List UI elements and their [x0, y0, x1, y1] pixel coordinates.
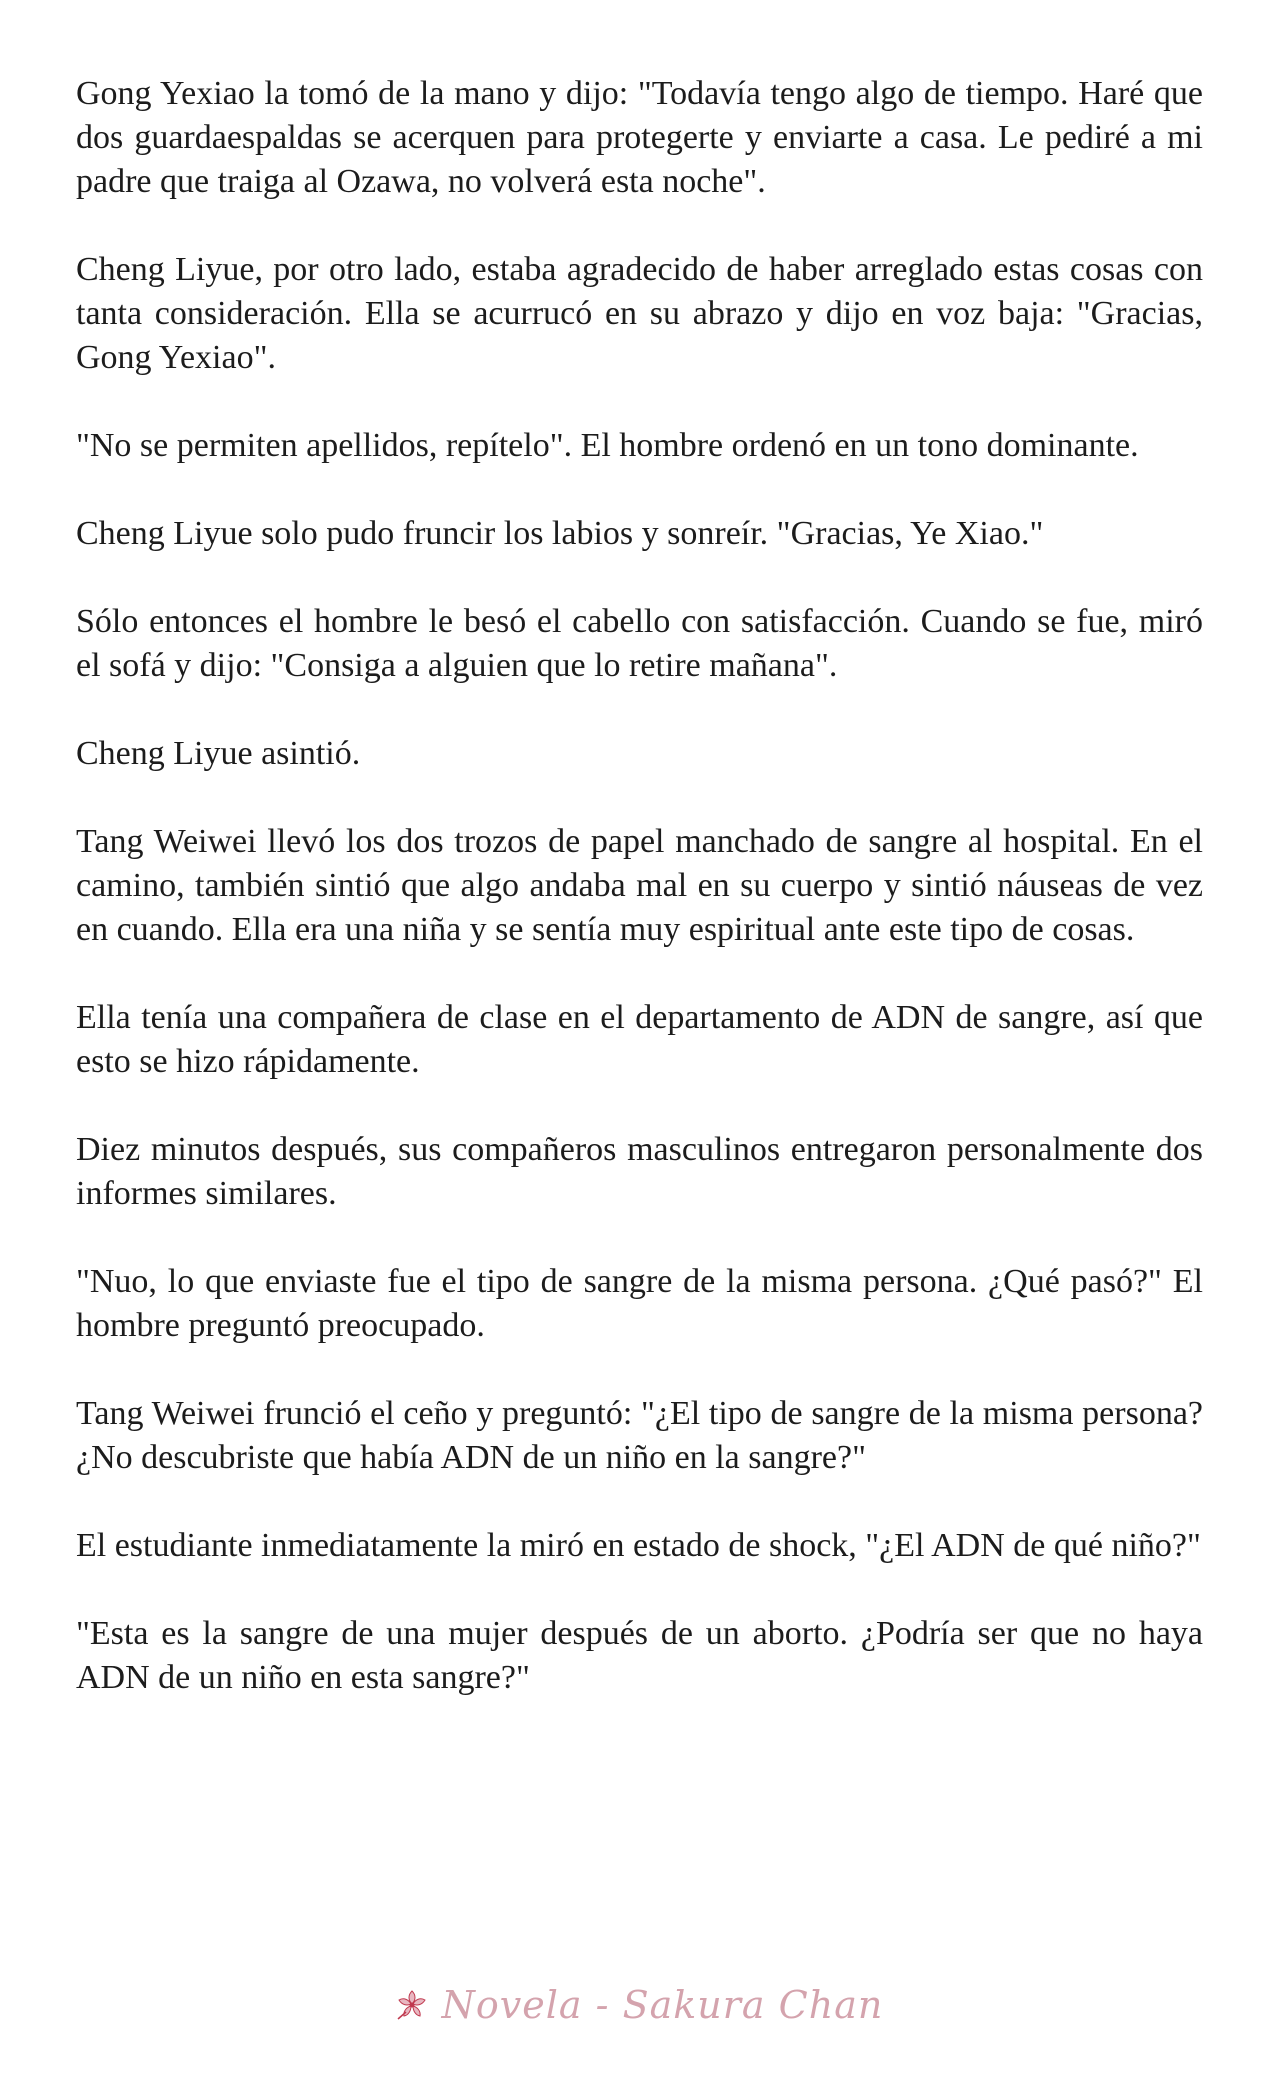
paragraph-12: El estudiante inmediatamente la miró en estado de shock, "¿El ADN de qué niño?"	[76, 1527, 1201, 1564]
paragraph-4: Cheng Liyue solo pudo fruncir los labios y sonreír. "Gracias, Ye Xiao."	[76, 515, 1044, 552]
paragraph-7: Tang Weiwei llevó los dos trozos de papel manchado de sangre al hospital. En el camino, también sintió que algo andaba mal en su cuerpo y sintió náuseas de vez en cuando. Ella era una niña y se sentía muy espiritual ante este tipo de cosas.	[76, 823, 1203, 948]
paragraph-10: "Nuo, lo que enviaste fue el tipo de sangre de la misma persona. ¿Qué pasó?" El hombre preguntó preocupado.	[76, 1263, 1203, 1344]
paragraph-2: Cheng Liyue, por otro lado, estaba agradecido de haber arreglado estas cosas con tanta consideración. Ella se acurrucó en su abrazo y dijo en voz baja: "Gracias, Gong Yexiao".	[76, 251, 1203, 376]
paragraph-9: Diez minutos después, sus compañeros masculinos entregaron personalmente dos informes similares.	[76, 1131, 1203, 1212]
paragraph-8: Ella tenía una compañera de clase en el departamento de ADN de sangre, así que esto se hizo rápidamente.	[76, 999, 1203, 1080]
paragraph-5: Sólo entonces el hombre le besó el cabello con satisfacción. Cuando se fue, miró el sofá y dijo: "Consiga a alguien que lo retire mañana".	[76, 603, 1203, 684]
document-body	[76, 72, 1203, 1700]
watermark-text: Novela - Sakura Chan	[441, 1983, 884, 2027]
sakura-flower-icon	[392, 1985, 432, 2025]
paragraph-3: "No se permiten apellidos, repítelo". El hombre ordenó en un tono dominante.	[76, 427, 1139, 464]
paragraph-11: Tang Weiwei frunció el ceño y preguntó: "¿El tipo de sangre de la misma persona? ¿No descubriste que había ADN de un niño en la sangre?"	[76, 1395, 1203, 1476]
paragraph-1: Gong Yexiao la tomó de la mano y dijo: "Todavía tengo algo de tiempo. Haré que dos guardaespaldas se acerquen para protegerte y enviarte a casa. Le pediré a mi padre que traiga al Ozawa, no volverá esta noche".	[76, 75, 1203, 200]
paragraph-6: Cheng Liyue asintió.	[76, 735, 361, 772]
paragraph-13: "Esta es la sangre de una mujer después de un aborto. ¿Podría ser que no haya ADN de un niño en esta sangre?"	[76, 1615, 1203, 1696]
watermark	[0, 1975, 1275, 2035]
